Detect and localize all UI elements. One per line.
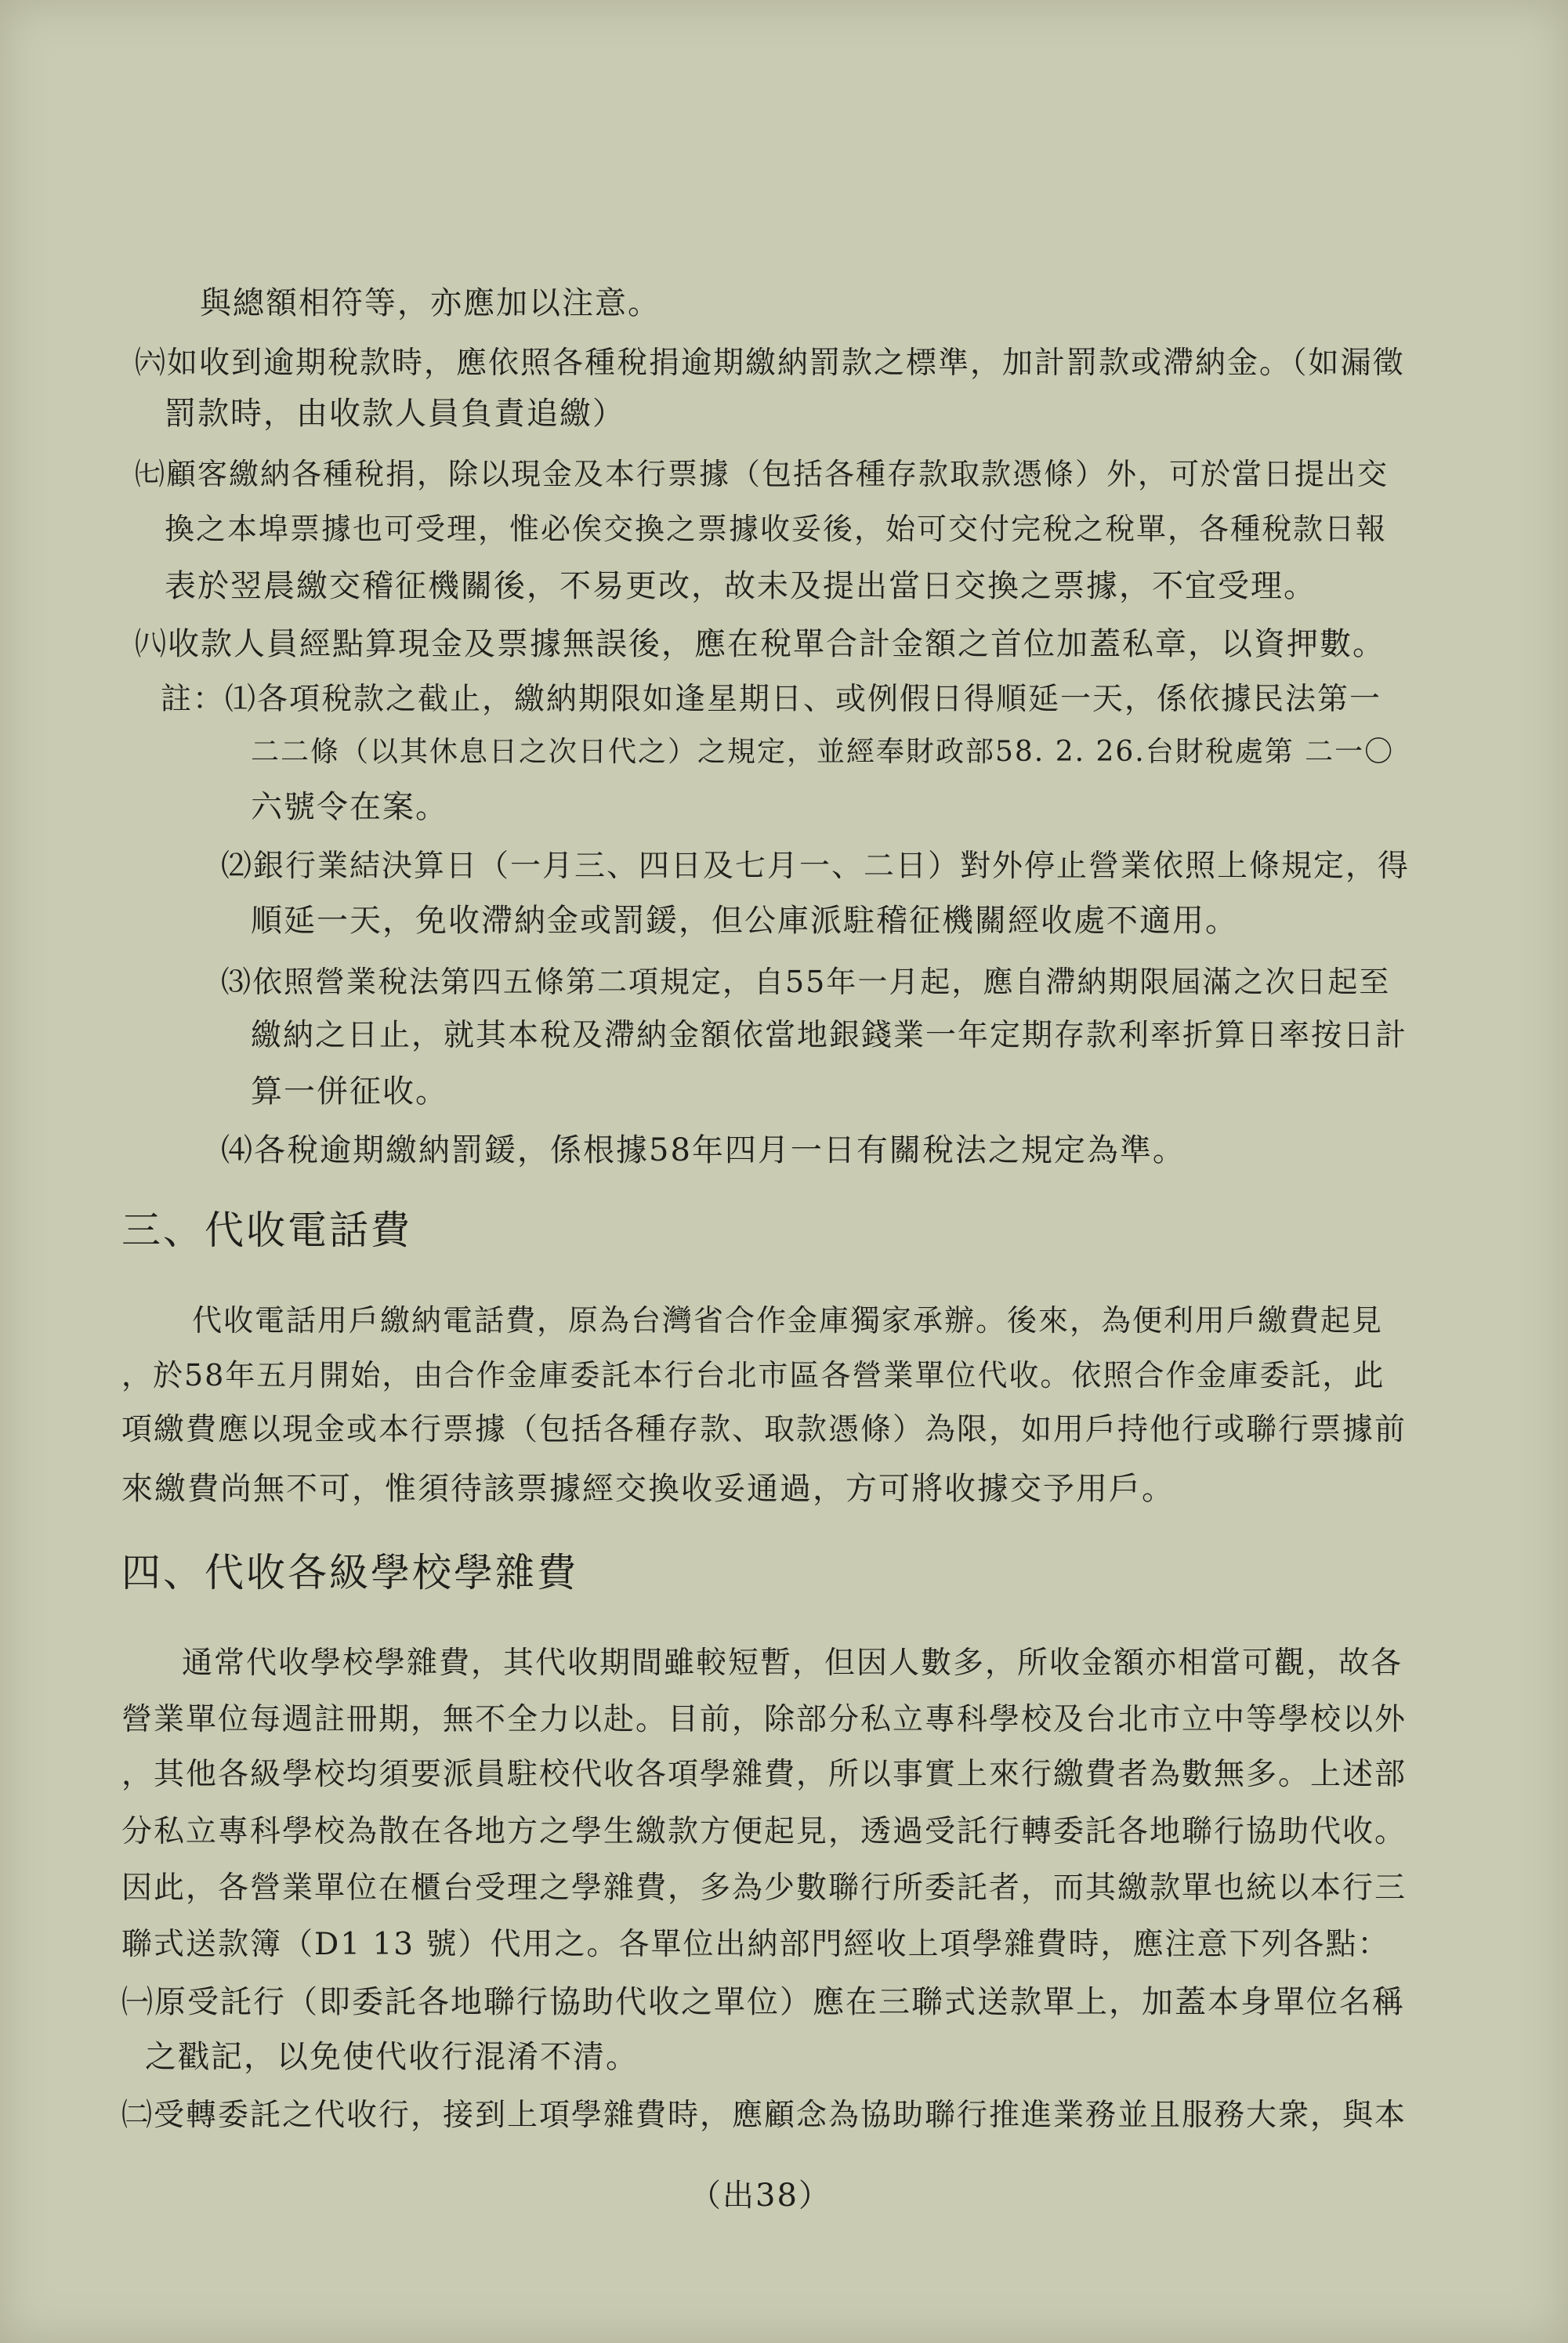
text-line: 通常代收學校學雜費，其代收期間雖較短暫，但因人數多，所收金額亦相當可觀，故各 (182, 1646, 1403, 1681)
note-line: 算一併征收。 (251, 1074, 448, 1110)
text-line: ㈡受轉委託之代收行，接到上項學雜費時，應顧念為協助聯行推進業務並且服務大衆，與本 (121, 2098, 1407, 2133)
text-line: 代收電話用戶繳納電話費，原為台灣省合作金庫獨家承辦。後來，為便利用戶繳費起見 (192, 1303, 1384, 1338)
text-line: 表於翌晨繳交稽征機關後，不易更改，故未及提出當日交換之票據，不宜受理。 (165, 568, 1316, 604)
text-line: ，其他各級學校均須要派員駐校代收各項學雜費，所以事實上來行繳費者為數無多。上述部 (121, 1757, 1407, 1792)
text-line: 營業單位每週註冊期，無不全力以赴。目前，除部分私立專科學校及台北市立中等學校以外 (121, 1702, 1407, 1737)
note-line: 繳納之日止，就其本稅及滯納金額依當地銀錢業一年定期存款利率折算日率按日計 (251, 1018, 1408, 1053)
note-line: ⑷各稅逾期繳納罰鍰，係根據58年四月一日有關稅法之規定為準。 (221, 1132, 1186, 1168)
text-line: ㈠原受託行（即委託各地聯行協助代收之單位）應在三聯式送款單上，加蓋本身單位名稱 (121, 1984, 1405, 2020)
text-line: ㈦顧客繳納各種稅捐，除以現金及本行票據（包括各種存款取款憑條）外，可於當日提出交 (135, 457, 1389, 491)
text-line: 來繳費尚無不可，惟須待該票據經交換收妥通過，方可將收據交予用戶。 (121, 1471, 1175, 1507)
text-line: 之戳記，以免使代收行混淆不清。 (145, 2039, 639, 2075)
section-heading: 三、代收電話費 (121, 1208, 412, 1253)
text-line: 項繳費應以現金或本行票據（包括各種存款、取款憑條）為限，如用戶持他行或聯行票據前 (121, 1412, 1407, 1447)
note-line: ⑶依照營業稅法第四五條第二項規定，自55年一月起，應自滯納期限屆滿之次日起至 (221, 965, 1391, 999)
text-line: 與總額相符等，亦應加以注意。 (200, 285, 661, 321)
text-line: ㈧收款人員經點算現金及票據無誤後，應在稅單合計金額之首位加蓋私章，以資押數。 (135, 626, 1385, 662)
note-line: 六號令在案。 (251, 789, 448, 825)
text-line: ㈥如收到逾期稅款時，應依照各種稅捐逾期繳納罰款之標準，加計罰款或滯納金。（如漏徵 (135, 346, 1405, 381)
note-line: 順延一天，免收滯納金或罰鍰，但公庫派駐稽征機關經收處不適用。 (251, 903, 1238, 939)
text-line: 聯式送款簿（D1 13 號）代用之。各單位出納部門經收上項學雜費時，應注意下列各點： (121, 1927, 1390, 1962)
text-line: 分私立專科學校為散在各地方之學生繳款方便起見，透過受託行轉委託各地聯行協助代收。 (121, 1814, 1407, 1849)
section-heading: 四、代收各級學校學雜費 (121, 1550, 578, 1595)
text-line: 換之本埠票據也可受理，惟必俟交換之票據收妥後，始可交付完稅之稅單，各種稅款日報 (165, 512, 1388, 546)
text-line: 罰款時，由收款人員負責追繳） (165, 396, 625, 432)
note-line: ⑵銀行業結決算日（一月三、四日及七月一、二日）對外停止營業依照上條規定，得 (221, 849, 1410, 884)
text-line: 因此，各營業單位在櫃台受理之學雜費，多為少數聯行所委託者，而其繳款單也統以本行三 (121, 1870, 1407, 1906)
text-line: ，於58年五月開始，由合作金庫委託本行台北市區各營業單位代收。依照合作金庫委託，此 (121, 1358, 1385, 1392)
note-line: 註：⑴各項稅款之截止，繳納期限如逢星期日、或例假日得順延一天，係依據民法第一 (161, 682, 1382, 717)
note-line: 二二條（以其休息日之次日代之）之規定，並經奉財政部58. 2. 26.台財稅處第 二一〇 (251, 736, 1395, 768)
page-number: （出38） (690, 2178, 831, 2214)
